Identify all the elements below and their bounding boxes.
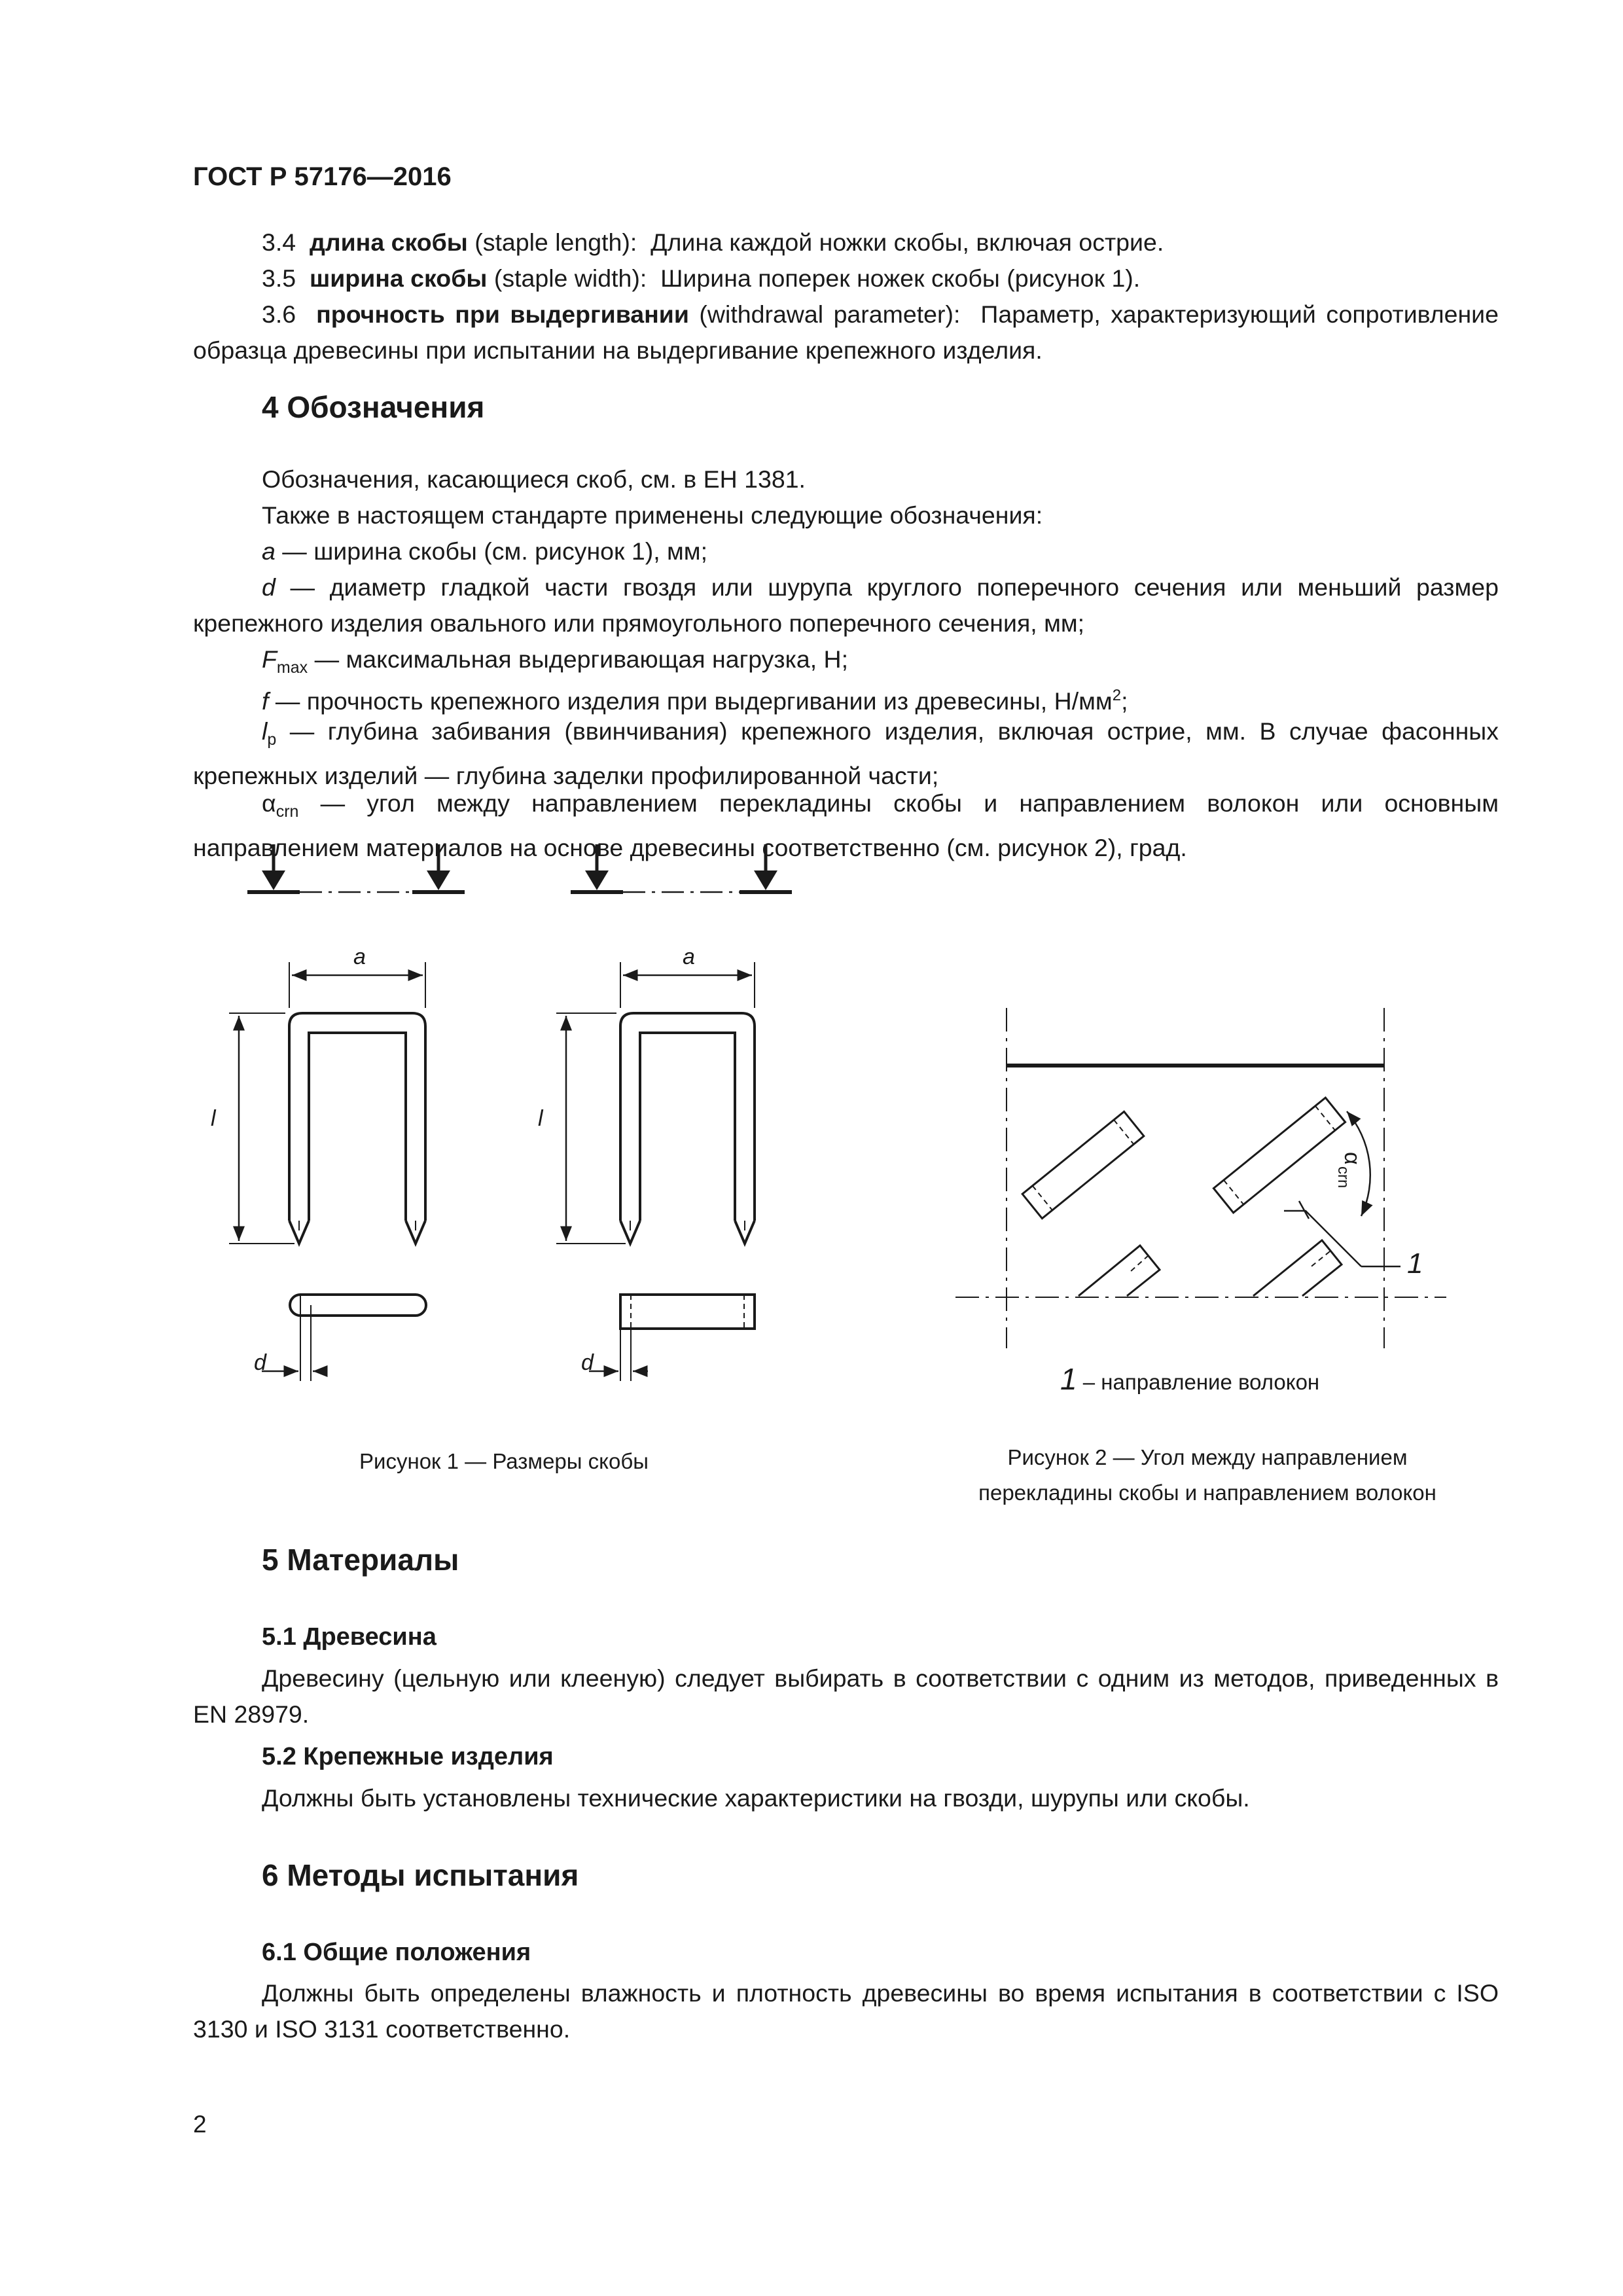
def-number: 3.4 (262, 228, 296, 256)
symbol-text: — прочность крепежного изделия при выдергивании из древесины, Н/мм (268, 687, 1113, 715)
page-number: 2 (193, 2111, 207, 2138)
symbol-text: — угол между направлением перекладины скобы и направлением волокон или основным направлением материалов на основе древесины соответственно (см. рисунок 2), град. (193, 789, 1499, 861)
symbol-text: — максимальная выдергивающая нагрузка, Н; (308, 645, 849, 673)
def-number: 3.5 (262, 264, 296, 292)
symbol-name: d (262, 573, 276, 601)
staple-left (229, 844, 465, 1381)
def-term: прочность при выдергивании (316, 300, 689, 328)
symbol-superscript: 2 (1112, 687, 1122, 704)
section-4-intro-2: Также в настоящем стандарте применены следующие обозначения: (262, 501, 1043, 529)
caption-line: Рисунок 2 — Угол между направлением (1007, 1445, 1408, 1469)
fiber-diagram (955, 1008, 1446, 1348)
section-5-2-text: Должны быть установлены технические характеристики на гвозди, шурупы или скобы. (262, 1784, 1250, 1812)
section-6-1-title: 6.1 Общие положения (262, 1939, 531, 1966)
force-arrows-right (571, 844, 792, 892)
svg-text:crn: crn (1334, 1166, 1352, 1189)
fig1-label-a-left: a (353, 944, 366, 969)
def-text: Длина каждой ножки скобы, включая острие. (651, 228, 1164, 256)
def-text: Ширина поперек ножек скобы (рисунок 1). (660, 264, 1141, 292)
caption-line: перекладины скобы и направлением волокон (978, 1480, 1436, 1505)
symbol-subscript: crn (276, 802, 299, 821)
figure-1-caption: Рисунок 1 — Размеры скобы (359, 1449, 649, 1473)
symbol-text: — ширина скобы (см. рисунок 1), мм; (275, 537, 708, 565)
section-6-1-text: Должны быть определены влажность и плотность древесины во время испытания в соответствии с ISO 3130 и ISO 3131 соответственно. (193, 1979, 1499, 2043)
def-english: (withdrawal parameter): (699, 300, 961, 328)
fig1-label-l-right: l (538, 1106, 543, 1131)
fig2-label-1: 1 (1407, 1247, 1423, 1280)
section-4-intro-1: Обозначения, касающиеся скоб, см. в ЕН 1381. (262, 465, 806, 493)
symbol-text: — диаметр гладкой части гвоздя или шурупа круглого поперечного сечения или меньший размер крепежного изделия овального или прямоугольного поперечного сечения, мм; (193, 573, 1499, 637)
fig1-label-d-right: d (581, 1350, 594, 1375)
fig2-legend (1060, 1361, 1319, 1400)
def-term: ширина скобы (309, 264, 488, 292)
force-arrows-left (247, 844, 465, 892)
symbol-name: a (262, 537, 276, 565)
symbol-name: F (262, 645, 277, 673)
document-header: ГОСТ Р 57176—2016 (193, 162, 452, 191)
section-5-2-title: 5.2 Крепежные изделия (262, 1743, 554, 1770)
legend-number: 1 (1060, 1362, 1077, 1396)
fig1-label-d-left: d (254, 1350, 266, 1375)
svg-text:α: α (1340, 1152, 1364, 1165)
def-english: (staple width): (493, 264, 647, 292)
fig1-label-l-left: l (211, 1106, 216, 1131)
def-number: 3.6 (262, 300, 296, 328)
section-4-title: 4 Обозначения (262, 390, 485, 424)
section-5-1-title: 5.1 Древесина (262, 1623, 437, 1651)
section-5-1-text: Древесину (цельную или клееную) следует выбирать в соответствии с одним из методов, приведенных в EN 28979. (193, 1664, 1499, 1728)
section-5-title: 5 Материалы (262, 1543, 459, 1577)
figure-2-caption (916, 1440, 1499, 1511)
symbol-subscript: p (267, 730, 277, 749)
def-term: длина скобы (309, 228, 468, 256)
symbol-text: — глубина забивания (ввинчивания) крепежного изделия, включая острие, мм. В случае фасонных крепежных изделий — глубина заделки профилированной части; (193, 717, 1499, 789)
legend-text: – направление волокон (1077, 1370, 1320, 1394)
symbol-tail: ; (1121, 687, 1128, 715)
symbol-name: l (262, 717, 268, 745)
symbol-name: f (262, 687, 269, 715)
def-text: Параметр, характеризующий сопротивление образца древесины при испытании на выдергивание крепежного изделия. (193, 300, 1499, 364)
fig2-label-alpha (1334, 1152, 1364, 1188)
symbol-subscript: max (276, 658, 308, 677)
fig1-label-a-right: a (683, 944, 695, 969)
symbol-name: α (262, 789, 276, 817)
section-6-title: 6 Методы испытания (262, 1858, 579, 1892)
def-english: (staple length): (474, 228, 637, 256)
staple-right (556, 844, 792, 1381)
